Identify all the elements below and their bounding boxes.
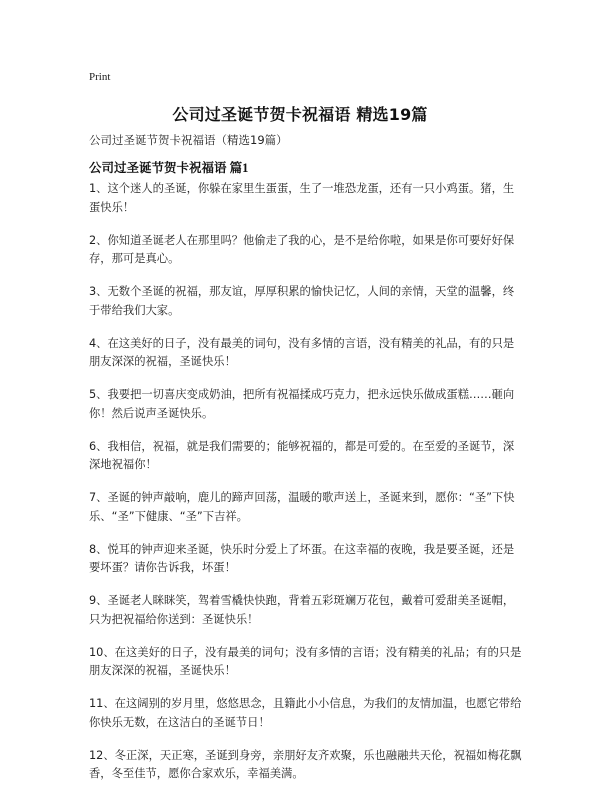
wish-item-10: 10、在这美好的日子，没有最美的词句；没有多情的言语；没有精美的礼品；有的只是朋友深深的祝福，圣诞快乐！: [89, 645, 522, 677]
document-subtitle: 公司过圣诞节贺卡祝福语（精选19篇）: [89, 133, 288, 147]
section-heading: 公司过圣诞节贺卡祝福语 篇1: [89, 161, 249, 175]
wish-item-2: 2、你知道圣诞老人在那里吗？他偷走了我的心，是不是给你啦，如果是你可要好好保存，那可是真心。: [89, 233, 515, 265]
wish-item-11: 11、在这阔别的岁月里，悠悠思念，且籍此小小信息，为我们的友情加温，也愿它带给你快乐无数，在这洁白的圣诞节日！: [89, 697, 522, 729]
wish-item-8: 8、悦耳的钟声迎来圣诞，快乐时分爱上了坏蛋。在这幸福的夜晚，我是要圣诞，还是要坏蛋？请你告诉我，坏蛋！: [89, 542, 515, 574]
wish-item-6: 6、我相信，祝福，就是我们需要的；能够祝福的，都是可爱的。在至爱的圣诞节，深深地祝福你！: [89, 439, 515, 471]
wish-item-9: 9、圣诞老人眯眯笑，驾着雪橇快快跑，背着五彩斑斓万花包，戴着可爱甜美圣诞帽，只为把祝福给你送到：圣诞快乐！: [89, 594, 515, 626]
print-link[interactable]: Print: [89, 71, 111, 83]
wish-item-1: 1、这个迷人的圣诞，你躲在家里生蛋蛋，生了一堆恐龙蛋，还有一只小鸡蛋。猪，生蛋快乐！: [89, 182, 515, 214]
page-title: 公司过圣诞节贺卡祝福语 精选19篇: [172, 105, 428, 124]
wish-item-12: 12、冬正深，天正寒，圣诞到身旁，亲朋好友齐欢聚，乐也融融共天伦，祝福如梅花飘香，冬至佳节，愿你合家欢乐，幸福美满。: [89, 748, 522, 780]
wish-item-5: 5、我要把一切喜庆变成奶油，把所有祝福揉成巧克力，把永远快乐做成蛋糕……砸向你！然后说声圣诞快乐。: [89, 388, 515, 420]
wish-list: [89, 180, 525, 798]
wish-item-3: 3、无数个圣诞的祝福，那友谊，厚厚积累的愉快记忆，人间的亲情，天堂的温馨，终于带给我们大家。: [89, 285, 515, 317]
wish-item-7: 7、圣诞的钟声敲响，鹿儿的蹄声回荡，温暖的歌声送上，圣诞来到，愿你：“圣”下快乐、“圣”下健康、“圣”下吉祥。: [89, 491, 515, 523]
wish-item-4: 4、在这美好的日子，没有最美的词句，没有多情的言语，没有精美的礼品，有的只是朋友深深的祝福，圣诞快乐！: [89, 336, 515, 368]
